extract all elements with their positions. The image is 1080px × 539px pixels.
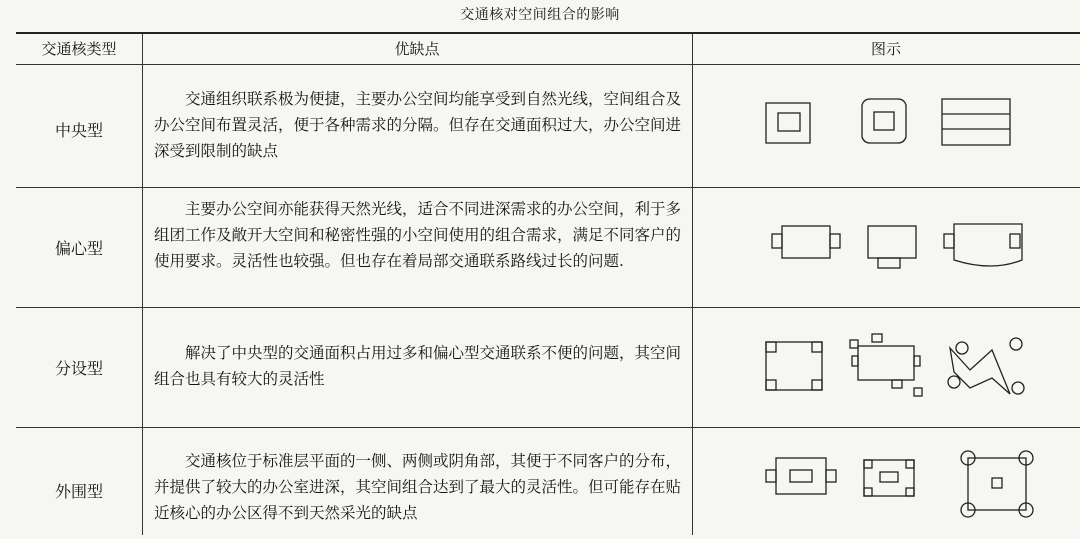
row-type-separate: 分设型 <box>54 359 103 378</box>
header-diagram: 图示 <box>870 40 901 58</box>
eccentric-core-diagram <box>692 188 1080 307</box>
central-core-diagram <box>692 65 1080 187</box>
column-divider <box>142 34 143 535</box>
row-type-central: 中央型 <box>54 121 103 140</box>
peripheral-core-diagram <box>692 428 1080 535</box>
row-desc-eccentric: 主要办公空间亦能获得天然光线，适合不同进深需求的办公空间，利于多组团工作及敞开大空间和秘密性强的小空间使用的组合需求，满足不同客户的使用要求。灵活性也较强。但也存在着局部交通联系路线过长的问题. <box>154 200 682 270</box>
table-caption: 交通核对空间组合的影响 <box>460 7 620 23</box>
row-desc-central: 交通组织联系极为便捷，主要办公空间均能享受到自然光线，空间组合及办公空间布置灵活，便于各种需求的分隔。但存在交通面积过大，办公空间进深受到限制的缺点 <box>154 90 682 160</box>
row-desc-peripheral: 交通核位于标准层平面的一侧、两侧或阴角部，其便于不同客户的分布，并提供了较大的办公室进深，其空间组合达到了最大的灵活性。但可能存在贴近核心的办公区得不到天然采光的缺点 <box>154 452 682 522</box>
row-desc-separate: 解决了中央型的交通面积占用过多和偏心型交通联系不便的问题，其空间组合也具有较大的灵活性 <box>154 344 682 388</box>
separate-core-diagram <box>692 308 1080 427</box>
row-type-peripheral: 外围型 <box>54 482 103 501</box>
header-pros-cons: 优缺点 <box>394 40 440 58</box>
header-type: 交通核类型 <box>41 40 117 58</box>
comparison-table <box>16 32 1080 535</box>
row-type-eccentric: 偏心型 <box>54 239 103 258</box>
